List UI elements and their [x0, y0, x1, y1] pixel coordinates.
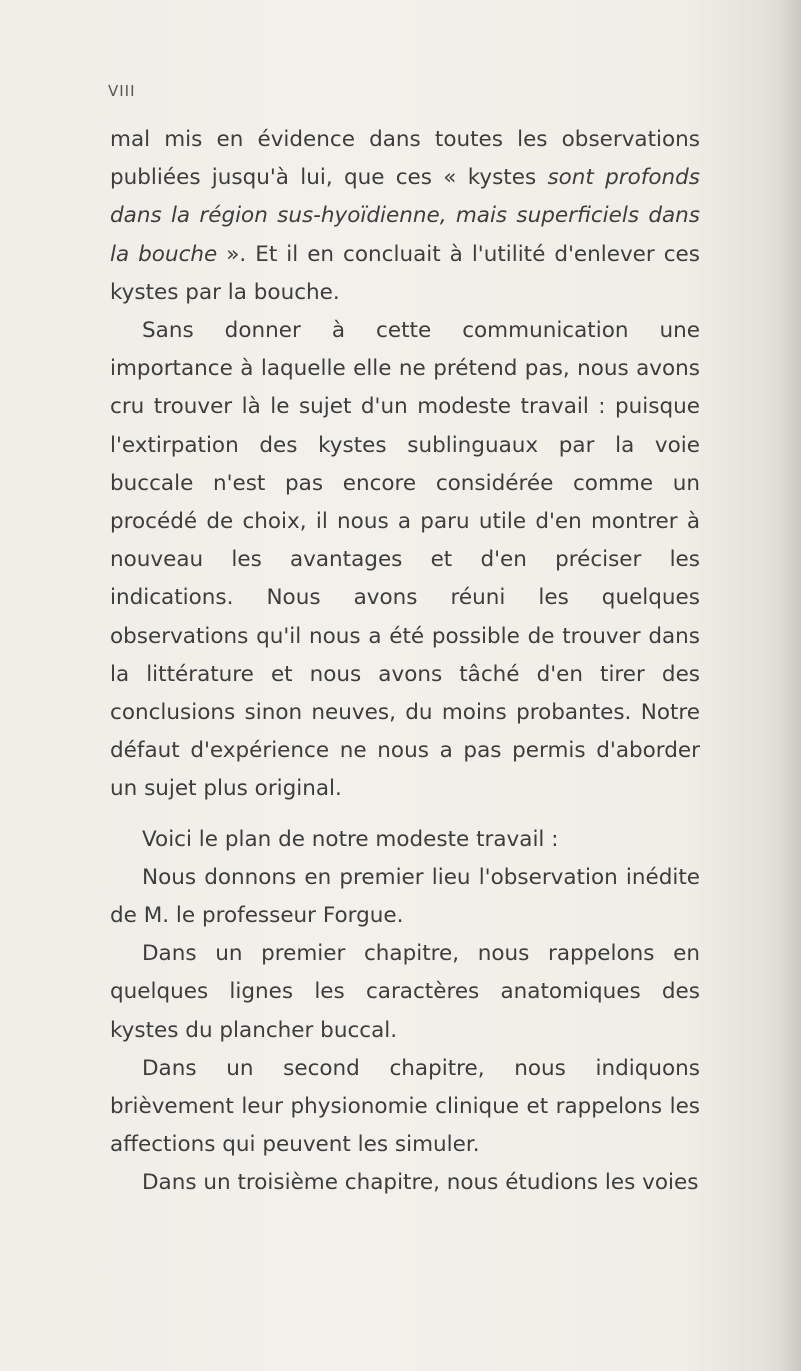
body-text [110, 121, 700, 1203]
paragraph: Dans un premier chapitre, nous rappelons en quelques lignes les caractères anatomiques des kystes du plancher buccal. [110, 941, 700, 1043]
paragraph: Nous donnons en premier lieu l'observation inédite de M. le professeur Forgue. [110, 864, 700, 929]
italic-quote: sont profonds dans la région sus-hyoïdienne, mais superficiels dans la bouche [110, 165, 700, 267]
page-edge-shadow [779, 0, 801, 1371]
page-number: VIII [108, 82, 136, 100]
paragraph: Dans un second chapitre, nous indiquons brièvement leur physionomie clinique et rappelons les affections qui peuvent les simuler. [110, 1055, 700, 1158]
paragraph: Sans donner à cette communication une importance à laquelle elle ne prétend pas, nous avons cru trouver là le sujet d'un modeste travail : puisque l'extirpation des kystes sublinguaux par la voie buccale n'est pas encore considérée comme un procédé de choix, il nous a paru utile d'en montrer à nouveau les avantages et d'en préciser les indications. Nous avons réuni les quelques observations qu'il nous a été possible de trouver dans la littérature et nous avons tâché d'en tirer des conclusions sinon neuves, du moins probantes. Notre défaut d'expérience ne nous a pas permis d'aborder un sujet plus original. [110, 318, 700, 802]
paragraph-continued [110, 121, 700, 312]
paragraph-text: ». Et il en concluait à l'utilité d'enlever ces kystes par la bouche. [110, 241, 700, 305]
paragraph-text: mal mis en évidence dans toutes les observations publiées jusqu'à lui, que ces « kystes [110, 127, 700, 191]
paragraph: Dans un troisième chapitre, nous étudions les voies [142, 1170, 699, 1196]
paragraph: Voici le plan de notre modeste travail : [142, 826, 559, 852]
